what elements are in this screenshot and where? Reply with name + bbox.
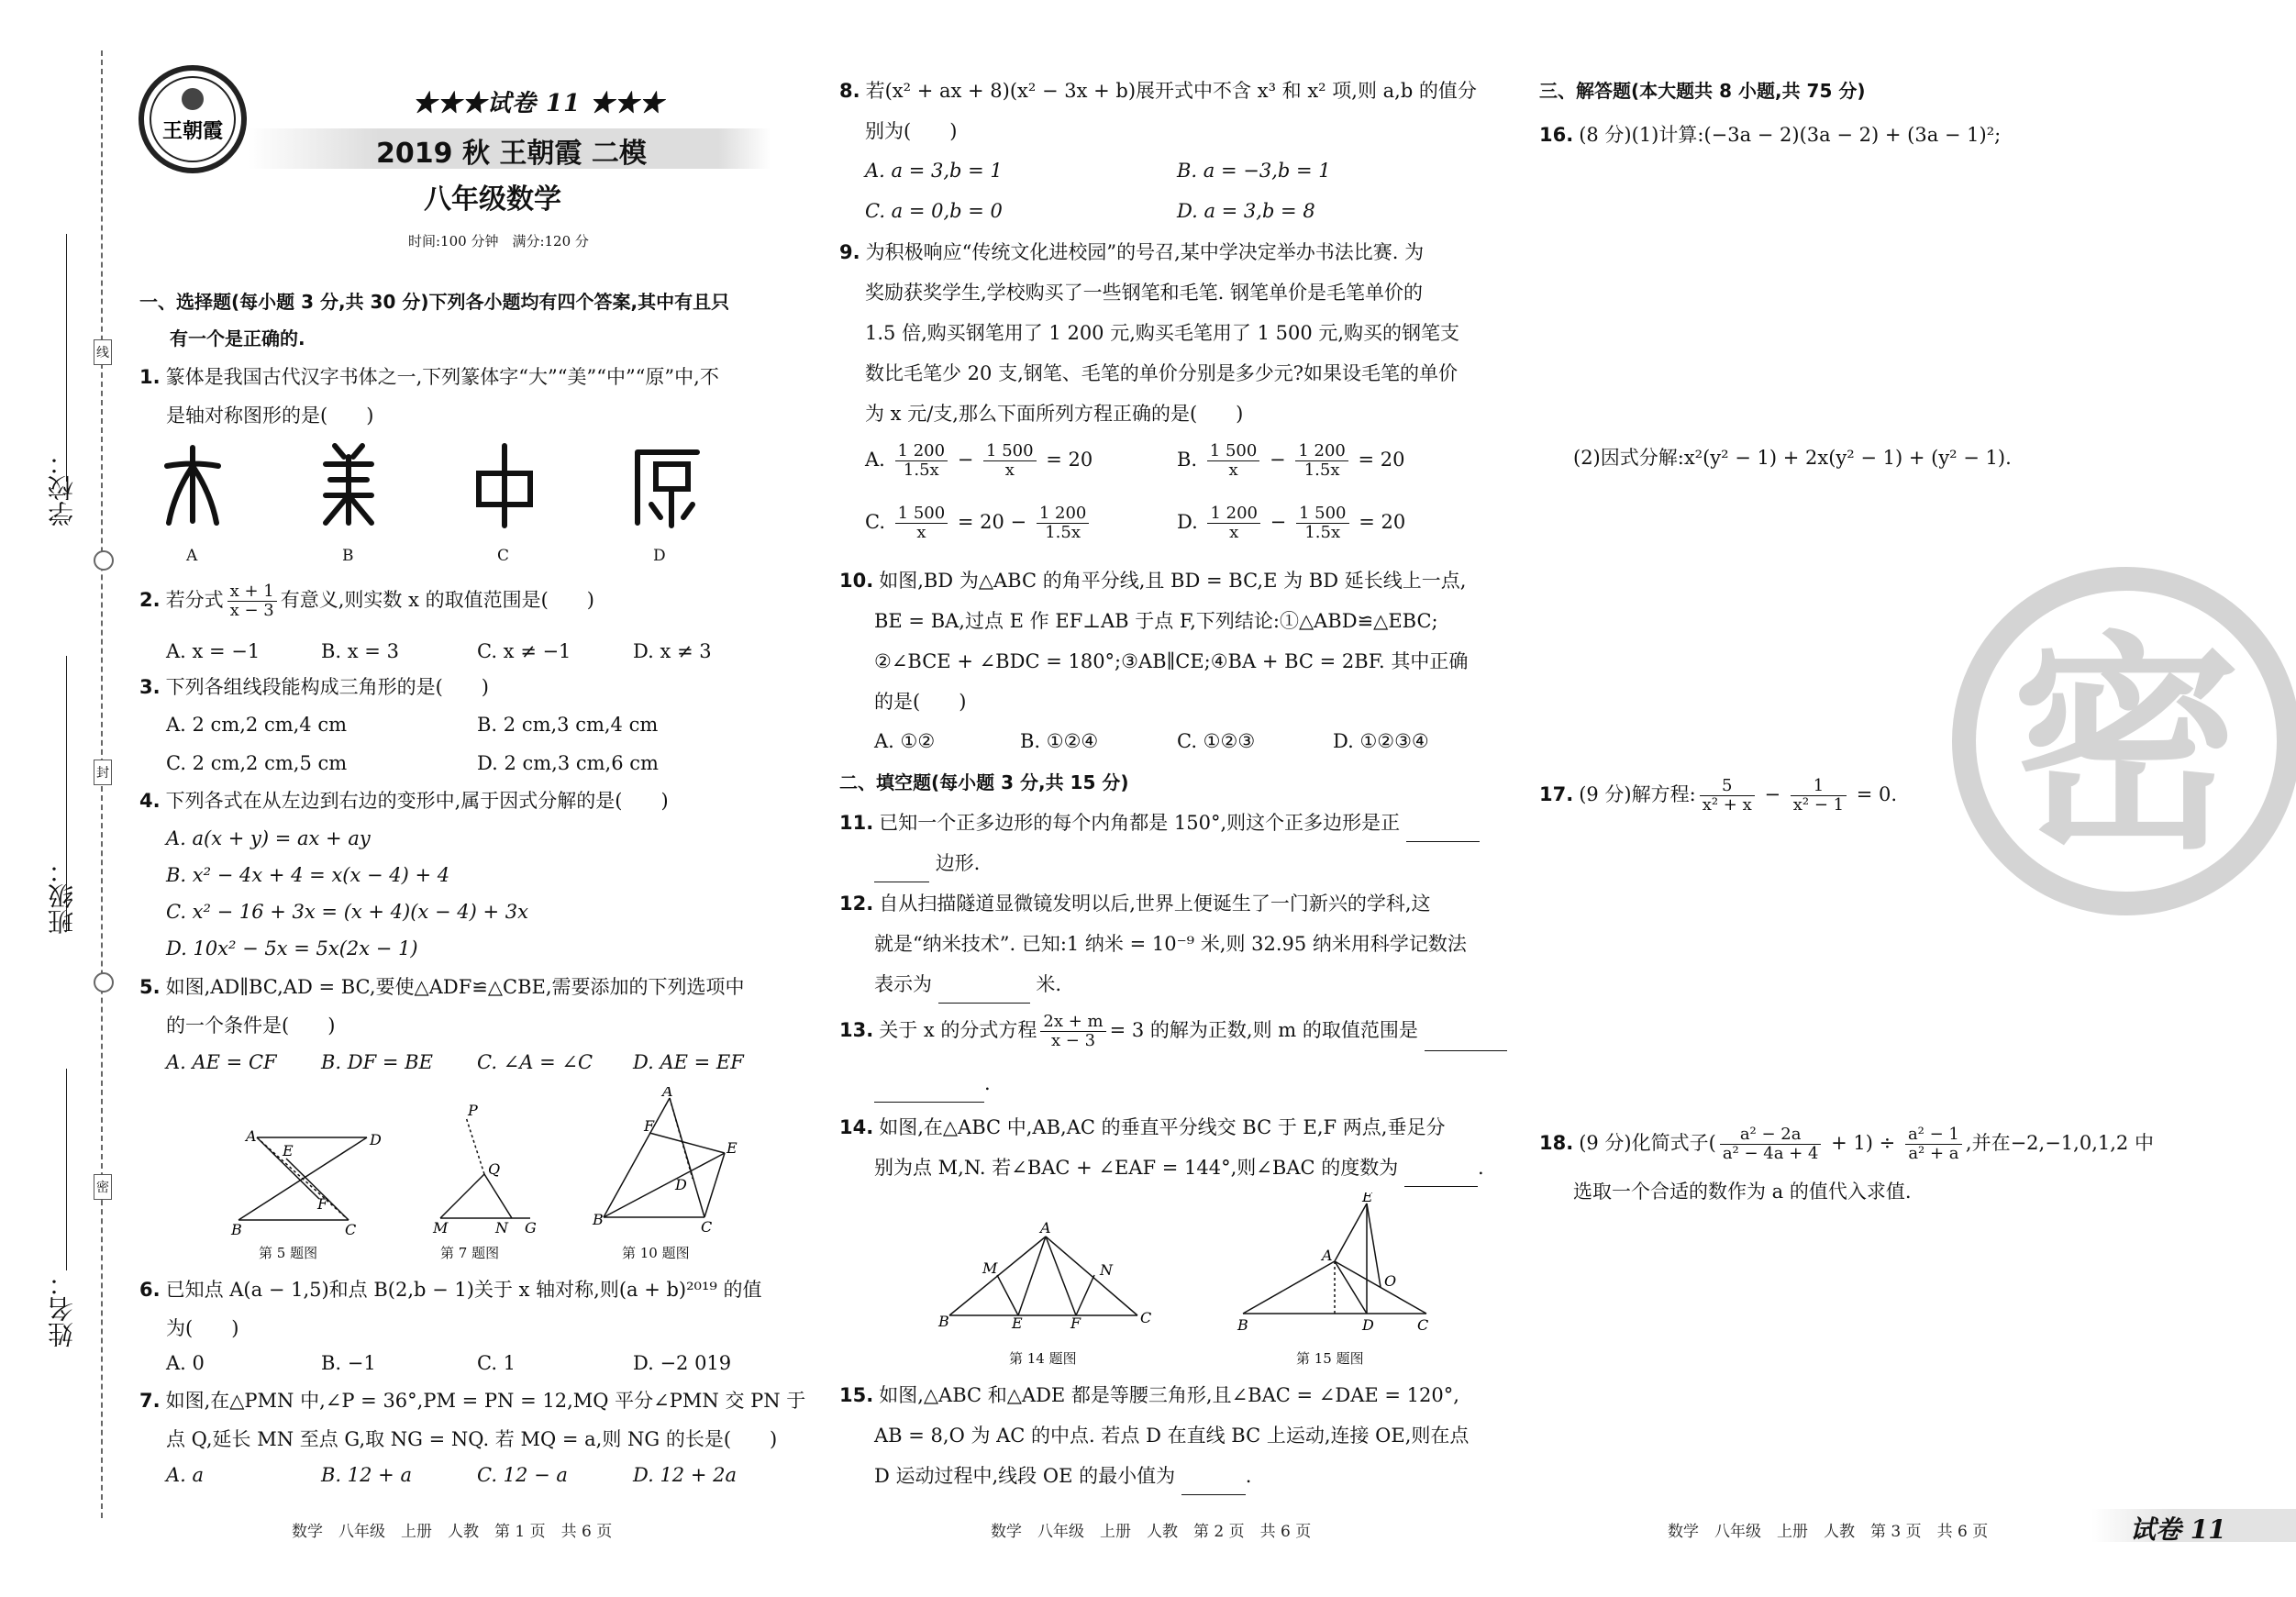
svg-text:A: A <box>1322 1247 1333 1264</box>
q10-text-2: BE = BA,过点 E 作 EF⊥AB 于点 F,下列结论:①△ABD≌△EBC; <box>874 610 1438 632</box>
brand-logo-text: 王朝霞 <box>161 119 224 143</box>
q5-option-c: C. ∠A = ∠C <box>477 1051 593 1073</box>
figure-q14 <box>931 1220 1151 1330</box>
svg-text:M: M <box>982 1259 998 1277</box>
exam-meta: 时间:100 分钟 满分:120 分 <box>408 233 589 250</box>
seal-mark-line: 线 <box>94 339 112 365</box>
q4-text: 4. 下列各式在从左边到右边的变形中,属于因式分解的是( ) <box>139 790 669 812</box>
q13-text: 13. 关于 x 的分式方程 $\frac{2x + m}{x - 3}$ = 3 的解为正数,则 m 的取值范围是 <box>839 1009 1507 1051</box>
q13-answer-blank-2[interactable] <box>874 1083 984 1103</box>
footer-page-3: 数学 八年级 上册 人教 第 3 页 共 6 页 <box>1668 1523 1989 1541</box>
q9-text-3: 1.5 倍,购买钢笔用了 1 200 元,购买毛笔用了 1 500 元,购买的钢笔支 <box>865 322 1460 344</box>
q10-option-b: B. ①②④ <box>1020 730 1099 752</box>
q9-text-2: 奖励获奖学生,学校购买了一些钢笔和毛笔. 钢笔单价是毛笔单价的 <box>865 282 1424 304</box>
q6-option-b: B. −1 <box>321 1352 376 1374</box>
watermark-char: 密 <box>2012 613 2241 880</box>
q7-option-d: D. 12 + 2a <box>633 1464 737 1486</box>
q11-answer-blank[interactable] <box>1406 823 1480 842</box>
q15-answer-blank[interactable] <box>1181 1476 1246 1495</box>
secret-watermark <box>1952 567 2296 915</box>
svg-text:E: E <box>283 1142 294 1159</box>
exam-subtitle: 八年级数学 <box>424 183 561 216</box>
q15-text-2: AB = 8,O 为 AC 的中点. 若点 D 在直线 BC 上运动,连接 OE,则在点 <box>874 1425 1470 1447</box>
corner-tag: 试卷 11 <box>2130 1514 2226 1545</box>
q8-option-c: C. a = 0,b = 0 <box>865 200 1003 222</box>
svg-text:D: D <box>370 1131 382 1148</box>
exam-number: ★★★试卷 11 ★★★ <box>413 90 665 117</box>
svg-text:G: G <box>525 1219 537 1237</box>
figure-q5 <box>229 1128 394 1238</box>
q16-text: 16. (8 分)(1)计算:(−3a − 2)(3a − 2) + (3a − 1)²; <box>1539 124 2002 146</box>
svg-text:E: E <box>1012 1314 1023 1330</box>
q7-option-c: C. 12 − a <box>477 1464 568 1486</box>
q15-text: 15. 如图,△ABC 和△ADE 都是等腰三角形,且∠BAC = ∠DAE = 120°, <box>839 1384 1459 1406</box>
q2-text: 2. 若分式 $\frac{x + 1}{x - 3}$ 有意义,则实数 x 的取值范围是( ) <box>139 582 594 620</box>
q2-option-d: D. x ≠ 3 <box>633 640 712 662</box>
q1-option-a: A <box>186 547 198 565</box>
svg-text:M: M <box>433 1219 449 1237</box>
svg-text:A: A <box>1040 1220 1051 1237</box>
q9-text: 9. 为积极响应“传统文化进校园”的号召,某中学决定举办书法比赛. 为 <box>839 241 1425 263</box>
q11-text: 11. 已知一个正多边形的每个内角都是 150°,则这个正多边形是正 <box>839 804 1480 842</box>
q16-text-2: (2)因式分解:x²(y² − 1) + 2x(y² − 1) + (y² − 1). <box>1573 447 2012 469</box>
q4-option-b: B. x² − 4x + 4 = x(x − 4) + 4 <box>166 864 450 886</box>
svg-text:N: N <box>495 1219 508 1237</box>
svg-text:A: A <box>662 1087 673 1100</box>
q4-option-a: A. a(x + y) = ax + ay <box>166 827 371 849</box>
q5-option-a: A. AE = CF <box>166 1051 277 1073</box>
binding-dot-icon <box>94 550 114 571</box>
svg-text:N: N <box>1100 1261 1113 1279</box>
svg-text:O: O <box>1384 1272 1397 1290</box>
q11-answer-blank-2[interactable] <box>874 863 929 882</box>
brand-logo <box>138 64 248 174</box>
svg-text:B: B <box>938 1313 949 1330</box>
q3-option-b: B. 2 cm,3 cm,4 cm <box>477 714 659 736</box>
svg-text:A: A <box>246 1128 257 1145</box>
q3-option-a: A. 2 cm,2 cm,4 cm <box>166 714 347 736</box>
q9-option-b: B. $\frac{1 500}{x}$ − $\frac{1 200}{1.5x}$ = 20 <box>1177 441 1405 480</box>
q6-option-a: A. 0 <box>166 1352 205 1374</box>
q15-figure-caption: 第 15 题图 <box>1296 1350 1364 1367</box>
svg-text:B: B <box>593 1211 604 1228</box>
q18-text-2: 选取一个合适的数作为 a 的值代入求值. <box>1573 1181 1912 1203</box>
q11-text-2: 边形. <box>874 844 980 882</box>
seal-mark-secret: 密 <box>94 1174 112 1200</box>
q10-option-d: D. ①②③④ <box>1333 730 1429 752</box>
q8-option-a: A. a = 3,b = 1 <box>865 160 1003 182</box>
q5-text: 5. 如图,AD∥BC,AD = BC,要使△ADF≌△CBE,需要添加的下列选项中 <box>139 976 745 998</box>
q10-text: 10. 如图,BD 为△ABC 的角平分线,且 BD = BC,E 为 BD 延长线上一点, <box>839 570 1467 592</box>
q8-option-d: D. a = 3,b = 8 <box>1177 200 1315 222</box>
q7-option-b: B. 12 + a <box>321 1464 412 1486</box>
q8-option-b: B. a = −3,b = 1 <box>1177 160 1331 182</box>
school-label: 学校： <box>47 449 77 527</box>
svg-text:B: B <box>231 1221 242 1238</box>
q2-option-b: B. x = 3 <box>321 640 399 662</box>
q14-text: 14. 如图,在△ABC 中,AB,AC 的垂直平分线交 BC 于 E,F 两点,垂足分 <box>839 1116 1446 1138</box>
q12-answer-blank[interactable] <box>938 984 1030 1004</box>
q6-text-2: 为( ) <box>166 1317 239 1339</box>
q17-text: 17. (9 分)解方程: $\frac{5}{\text{x² + x}}$ − $\frac{1}{\text{x² − 1}}$ = 0. <box>1539 776 1898 815</box>
svg-text:C: C <box>1140 1309 1151 1326</box>
svg-text:E: E <box>1362 1192 1373 1205</box>
exam-title: 2019 秋 王朝霞 二模 <box>376 138 647 170</box>
q10-text-3: ②∠BCE + ∠BDC = 180°;③AB∥CE;④BA + BC = 2BF. 其中正确 <box>874 650 1469 672</box>
q9-text-5: 为 x 元/支,那么下面所列方程正确的是( ) <box>865 403 1244 425</box>
svg-text:P: P <box>468 1102 478 1119</box>
q1-option-d: D <box>653 547 666 565</box>
q5-option-d: D. AE = EF <box>633 1051 744 1073</box>
q12-text: 12. 自从扫描隧道显微镜发明以后,世界上便诞生了一门新兴的学科,这 <box>839 893 1431 915</box>
q10-text-4: 的是( ) <box>874 691 967 713</box>
q14-text-2: 别为点 M,N. 若∠BAC + ∠EAF = 144°,则∠BAC 的度数为 . <box>874 1148 1484 1187</box>
q7-option-a: A. a <box>166 1464 205 1486</box>
q1-option-b: B <box>342 547 354 565</box>
q13-answer-blank[interactable] <box>1425 1032 1507 1051</box>
q9-option-d: D. $\frac{1 200}{x}$ − $\frac{1 500}{1.5x}$ = 20 <box>1177 504 1406 542</box>
q3-text: 3. 下列各组线段能构成三角形的是( ) <box>139 676 489 698</box>
section2-title: 二、填空题(每小题 3 分,共 15 分) <box>839 771 1129 793</box>
q1-text: 1. 篆体是我国古代汉字书体之一,下列篆体字“大”“美”“中”“原”中,不 <box>139 366 719 388</box>
q1-option-c: C <box>497 547 510 565</box>
svg-text:F: F <box>317 1195 328 1213</box>
q7-text: 7. 如图,在△PMN 中,∠P = 36°,PM = PN = 12,MQ 平分∠PMN 交 PN 于 <box>139 1390 806 1412</box>
binding-line-school <box>66 234 67 482</box>
q7-text-2: 点 Q,延长 MN 至点 G,取 NG = NQ. 若 MQ = a,则 NG 的长是( ) <box>166 1428 778 1450</box>
svg-text:F: F <box>644 1117 655 1135</box>
footer-page-2: 数学 八年级 上册 人教 第 2 页 共 6 页 <box>991 1523 1312 1541</box>
q8-text: 8. 若(x² + ax + 8)(x² − 3x + b)展开式中不含 x³ 和 x² 项,则 a,b 的值分 <box>839 80 1477 102</box>
q2-option-a: A. x = −1 <box>166 640 261 662</box>
binding-line-name <box>66 1069 67 1270</box>
section1-title-l2: 有一个是正确的. <box>170 327 305 349</box>
svg-text:Q: Q <box>488 1160 501 1178</box>
q2-option-c: C. x ≠ −1 <box>477 640 571 662</box>
q18-text: 18. (9 分)化简式子( $\frac{\text{a² − 2a}}{\text{a² − 4a + 4}}$ + 1) ÷ $\frac{\text{a² − 1}}{\text{a² + a}}$ ,并在−2,−1,0,1,2 中 <box>1539 1125 2154 1163</box>
q9-option-c: C. $\frac{1 500}{x}$ = 20 − $\frac{1 200}{1.5x}$ <box>865 505 1093 542</box>
q1-seal-chars <box>156 438 706 530</box>
q15-text-3: D 运动过程中,线段 OE 的最小值为 . <box>874 1457 1251 1495</box>
svg-text:D: D <box>1362 1316 1374 1334</box>
section3-title: 三、解答题(本大题共 8 小题,共 75 分) <box>1539 80 1866 102</box>
q5-figure-caption: 第 5 题图 <box>259 1245 318 1261</box>
q9-option-a: A. $\frac{1 200}{1.5x}$ − $\frac{1 500}{x}$ = 20 <box>865 441 1093 480</box>
q5-text-2: 的一个条件是( ) <box>166 1015 336 1037</box>
q8-text-2: 别为( ) <box>865 120 958 142</box>
q3-option-c: C. 2 cm,2 cm,5 cm <box>166 752 348 774</box>
q7-figure-caption: 第 7 题图 <box>440 1245 500 1261</box>
q4-option-c: C. x² − 16 + 3x = (x + 4)(x − 4) + 3x <box>166 901 528 923</box>
q1-text-2: 是轴对称图形的是( ) <box>166 405 374 427</box>
q6-option-d: D. −2 019 <box>633 1352 732 1374</box>
binding-dot-icon <box>94 972 114 993</box>
q14-answer-blank[interactable] <box>1404 1168 1478 1187</box>
q4-option-d: D. 10x² − 5x = 5x(2x − 1) <box>166 937 418 959</box>
svg-text:E: E <box>727 1139 738 1157</box>
svg-text:F: F <box>1070 1314 1081 1330</box>
class-label: 班级： <box>47 858 77 935</box>
seal-mark-seal: 封 <box>94 760 112 785</box>
q13-text-2: . <box>874 1064 991 1103</box>
q14-figure-caption: 第 14 题图 <box>1009 1350 1077 1367</box>
svg-text:C: C <box>1417 1316 1429 1334</box>
svg-text:C: C <box>701 1218 713 1236</box>
q6-option-c: C. 1 <box>477 1352 516 1374</box>
q10-option-a: A. ①② <box>874 730 936 752</box>
q12-text-2: 就是“纳米技术”. 已知:1 纳米 = 10⁻⁹ 米,则 32.95 纳米用科学记数法 <box>874 933 1467 955</box>
q10-option-c: C. ①②③ <box>1177 730 1256 752</box>
q10-figure-caption: 第 10 题图 <box>622 1245 690 1261</box>
name-label: 姓名： <box>47 1270 77 1347</box>
svg-text:D: D <box>675 1176 687 1193</box>
q12-text-3: 表示为 米. <box>874 965 1061 1004</box>
section1-title-l1: 一、选择题(每小题 3 分,共 30 分)下列各小题均有四个答案,其中有且只 <box>139 291 730 313</box>
q5-option-b: B. DF = BE <box>321 1051 433 1073</box>
q9-text-4: 数比毛笔少 20 支,钢笔、毛笔的单价分别是多少元?如果设毛笔的单价 <box>865 362 1459 384</box>
svg-text:B: B <box>1237 1316 1248 1334</box>
figure-q7 <box>429 1101 549 1238</box>
q3-option-d: D. 2 cm,3 cm,6 cm <box>477 752 659 774</box>
q6-text: 6. 已知点 A(a − 1,5)和点 B(2,b − 1)关于 x 轴对称,则(a + b)²⁰¹⁹ 的值 <box>139 1279 762 1301</box>
figure-q10 <box>587 1087 743 1238</box>
figure-q15 <box>1234 1192 1436 1339</box>
footer-page-1: 数学 八年级 上册 人教 第 1 页 共 6 页 <box>292 1523 613 1541</box>
svg-text:C: C <box>345 1221 357 1238</box>
